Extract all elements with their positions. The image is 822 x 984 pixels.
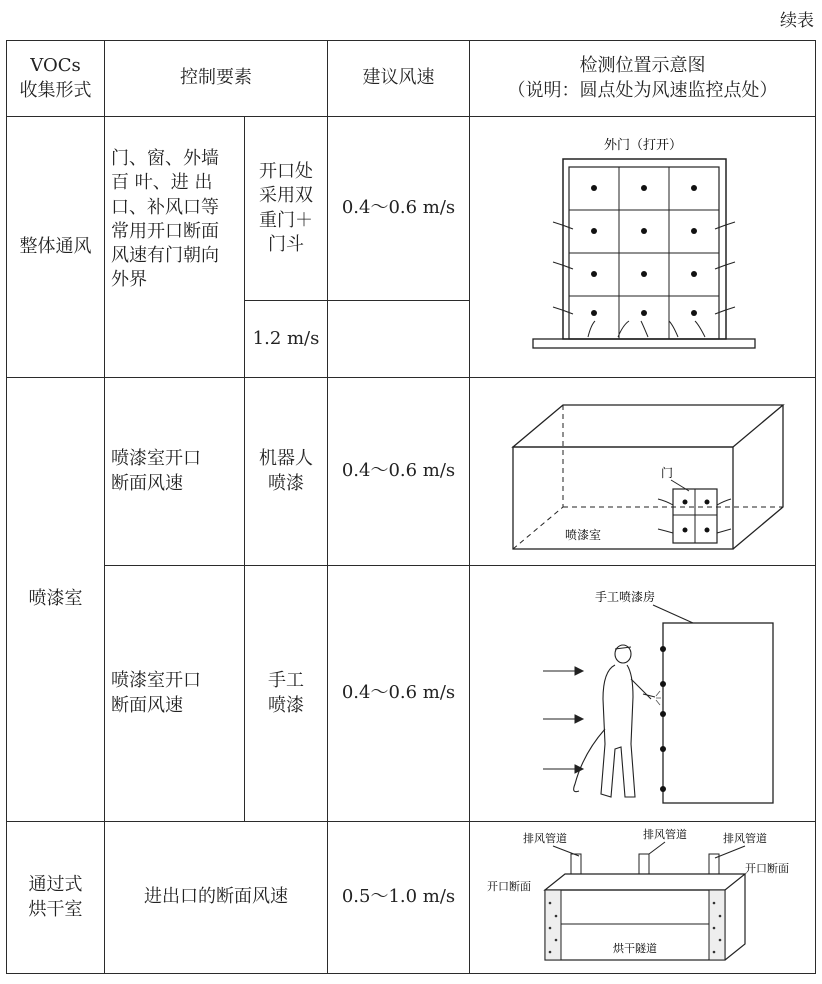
ventilation-form: 整体通风 [7, 117, 105, 378]
duct-label-1: 排风管道 [522, 832, 567, 845]
dryer-speed: 0.5～1.0 m/s [328, 822, 470, 974]
spray-robot-row [7, 378, 816, 566]
opening-label-right: 开口断面 [744, 862, 789, 875]
dryer-form: 通过式 烘干室 [7, 822, 105, 974]
duct-label-2: 排风管道 [642, 828, 687, 841]
dryer-row [7, 822, 816, 974]
dryer-diagram-cell [470, 822, 816, 974]
spray-robot-speed: 0.4～0.6 m/s [328, 378, 470, 566]
spray-robot-element: 喷漆室开口 断面风速 [105, 378, 245, 566]
opening-left [545, 890, 561, 960]
dryer-element: 进出口的断面风速 [105, 822, 328, 974]
spray-manual-element: 喷漆室开口 断面风速 [105, 566, 245, 822]
ventilation-diagram-cell [470, 117, 816, 378]
header-position-diagram: 检测位置示意图 （说明：圆点处为风速监控点处） [470, 41, 816, 117]
door-base [533, 339, 755, 348]
header-control-element: 控制要素 [105, 41, 328, 117]
booth-label: 喷漆室 [564, 527, 601, 542]
spray-form: 喷漆室 [7, 378, 105, 822]
tunnel-label: 烘干隧道 [612, 942, 657, 955]
spray-robot-diagram-cell [470, 378, 816, 566]
header-vocs-form: VOCs 收集形式 [7, 41, 105, 117]
spray-manual-diagram-cell [470, 566, 816, 822]
door-open-label: 外门（打开） [603, 137, 682, 152]
ventilation-speed-1: 0.4～0.6 m/s [328, 117, 470, 301]
ventilation-speed-2-empty [328, 301, 470, 378]
manual-room-label: 手工喷漆房 [594, 589, 655, 604]
spray-manual-row [7, 566, 816, 822]
header-row [7, 41, 816, 117]
header-suggested-speed: 建议风速 [328, 41, 470, 117]
painter-figure [573, 645, 654, 797]
ventilation-speed-2: 1.2 m/s [245, 301, 328, 378]
spray-mist [656, 691, 661, 705]
opening-label-left: 开口断面 [486, 880, 531, 893]
manual-air-arrows [543, 667, 583, 773]
spray-manual-method: 手工 喷漆 [245, 566, 328, 822]
ventilation-row-1 [7, 117, 816, 301]
drying-tunnel-diagram [483, 828, 803, 968]
opening-right [709, 890, 725, 960]
manual-booth-diagram [493, 579, 793, 809]
airflow-arrows [553, 222, 735, 337]
spray-robot-method: 机器人 喷漆 [245, 378, 328, 566]
door-label: 门 [660, 465, 673, 480]
vocs-table [6, 40, 816, 974]
duct-label-3: 排风管道 [722, 832, 767, 845]
ventilation-double-door: 开口处 采用双 重门＋ 门斗 [245, 117, 328, 301]
manual-booth-wall [663, 623, 773, 803]
robot-booth-diagram [493, 387, 793, 557]
ventilation-element: 门、窗、外墙 百 叶、进 出 口、补风口等 常用开口断面 风速有门朝向 外界 [105, 117, 245, 378]
continued-label: 续表 [780, 11, 814, 31]
open-door-diagram [513, 127, 773, 367]
spray-manual-speed: 0.4～0.6 m/s [328, 566, 470, 822]
